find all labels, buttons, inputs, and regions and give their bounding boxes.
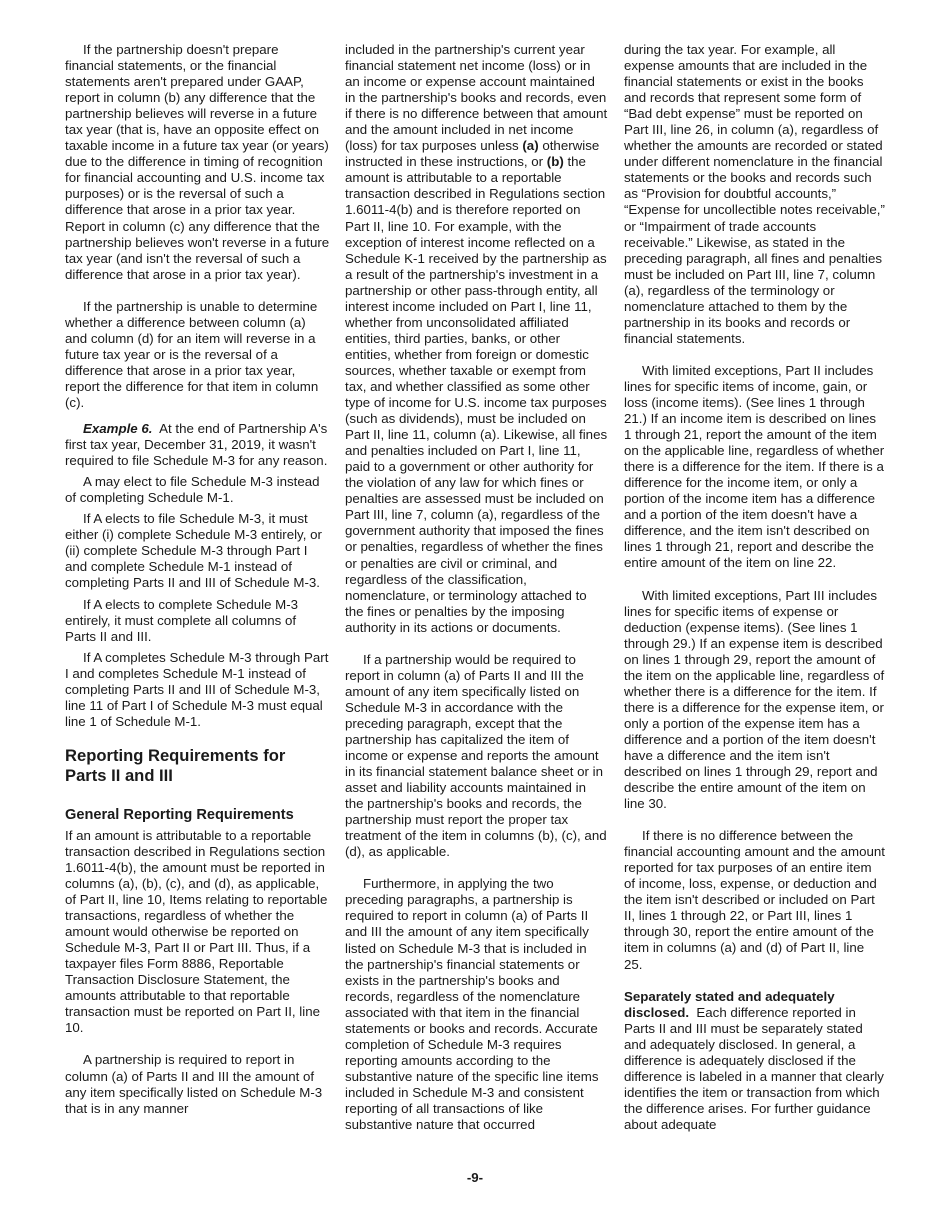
paragraph-complete-entirely: If A elects to complete Schedule M-3 entirely, it must complete all columns of Parts II and III.: [65, 596, 299, 644]
column-right: [624, 42, 886, 1133]
bold-lead-in: Separately stated and adequately disclosed.: [624, 988, 835, 1020]
paragraph-line-11-equal: If A completes Schedule M-3 through Part I and completes Schedule M-1 instead of completing Parts II and III of Schedule M-3, line 11 of Part I of Schedule M-3 must equal line 1 of Schedule M-1.: [65, 649, 329, 729]
section-heading: Reporting Requirements for Parts II and III: [65, 745, 286, 785]
paragraph-part-ii-income: With limited exceptions, Part II includes lines for specific items of income, gain, or loss (income items). (See lines 1 through 21.) If an income item is described on lines 1 through 21, report the amount of the item on the applicable line, regardless of whether there is a difference for the item. If there is a difference for the income item, or only a portion of the income item has a difference and a portion of the item doesn't have a difference, and the item isn't described on lines 1 through 21, report and describe the entire amount of the item on line 22.: [624, 362, 885, 571]
paragraph-separately-stated: [624, 989, 886, 1133]
column-middle: [345, 42, 608, 1133]
paragraph-capitalized-item: If a partnership would be required to report in column (a) of Parts II and III the amount of any item specifically listed on Schedule M-3 in accordance with the preceding paragraph, except that the partnership has capitalized the item of income or expense and reports the amount in its financial statement balance sheet or in asset and liability accounts maintained in the partnership's books and records, the partnership must report the proper tax treatment of the item in columns (b), (c), and (d), as applicable.: [345, 651, 607, 860]
paragraph-furthermore: Furthermore, in applying the two preceding paragraphs, a partnership is required to report in column (a) of Parts II and III the amount of any item specifically listed on Schedule M-3 that is included in the partnership's financial statements or exists in the partnership's books and records, regardless of the nomenclature associated with that item in the financial statements or books and records. Accurate completion of Schedule M-3 requires reporting amounts according to the substantive nature of the specific line items included in Schedule M-3 and consistent reporting of all transactions of like substantive nature that occurred: [345, 876, 599, 1133]
paragraph-no-difference: If there is no difference between the financial accounting amount and the amount reported for tax purposes of an entire item of income, loss, expense, or deduction and the item isn't described or included on Part II, lines 1 through 22, or Part III, lines 1 through 30, report the entire amount of the item in columns (a) and (d) of Part II, line 25.: [624, 828, 885, 972]
paragraph-unable-to-determine: If the partnership is unable to determine whether a difference between column (a) and column (d) for an item will reverse in a future tax year or is the reversal of a difference that arose in a prior tax year, report the difference for that item in column (c).: [65, 298, 319, 410]
paragraph-part-iii-expense: With limited exceptions, Part III includes lines for specific items of expense or deduction (expense items). (See lines 1 through 29.) If an expense item is described on lines 1 through 29, report the amount of the item on the applicable line, regardless of whether there is a difference for the item. If there is a difference for the expense item, or only a portion of the expense item has a difference and a portion of the item doesn't have a difference and the item isn't described on lines 1 through 29, report and describe the entire amount of the item on line 30.: [624, 587, 885, 812]
sub-heading: General Reporting Requirements: [65, 806, 294, 823]
text-run: included in the partnership's current year financial statement net income (loss) or in an income or expense account maintained in the partnership's books and records, even if there is no difference between that amount and the amount included in net income (loss) for tax purposes unless: [345, 42, 608, 154]
example-label: Example 6.: [83, 421, 153, 437]
text-run: Each difference reported in Parts II and III must be separately stated and adequately disclosed. In general, a difference is adequately disclosed if the difference is labeled in a manner that clearly identifies the item or transaction from which the difference arises. For further guidance about adequate: [624, 1004, 884, 1132]
bold-marker-a: (a): [522, 138, 539, 154]
paragraph-may-elect: A may elect to file Schedule M-3 instead of completing Schedule M-1.: [65, 474, 320, 506]
bold-marker-b: (b): [546, 154, 564, 170]
paragraph-included-net-income: [345, 42, 608, 636]
paragraph-bad-debt: during the tax year. For example, all expense amounts that are included in the financial statements or exist in the books and records that represent some form of “Bad debt expense” must be reported on Part III, line 26, in column (a), regardless of whether the amounts are recorded or stated under different nomenclature in the financial statements or the books and records such as “Provision for doubtful accounts,” “Expense for uncollectible notes receivable,” or “Impairment of trade accounts receivable.” Likewise, as stated in the preceding paragraph, all fines and penalties must be included on Part III, line 7, column (a), regardless of the terminology or nomenclature attached to them by the partnership in its books and records or financial statements.: [624, 42, 885, 346]
example-text: At the end of Partnership A's first tax year, December 31, 2019, it wasn't required to file Schedule M-3 for any reason.: [65, 421, 328, 469]
paragraph-column-a-required: A partnership is required to report in column (a) of Parts II and III the amount of any item specifically listed on Schedule M-3 that is in any manner: [65, 1052, 323, 1116]
paragraph-example-6: [65, 421, 330, 469]
paragraph-elects-file: If A elects to file Schedule M-3, it must either (i) complete Schedule M-3 entirely, or (ii) complete Schedule M-3 through Part I and complete Schedule M-1 instead of completing Parts II and III of Schedule M-3.: [65, 511, 322, 591]
column-left: [65, 42, 330, 1117]
page-number: -9-: [466, 1170, 484, 1185]
paragraph-reportable-transaction: If an amount is attributable to a reportable transaction described in Regulations section 1.6011-4(b), the amount must be reported in columns (a), (b), (c), and (d), as applicable, of Part II, line 10, Items relating to reportable transactions, regardless of whether the amount would otherwise be reported on Schedule M-3, Part II or Part III. Thus, if a taxpayer files Form 8886, Reportable Transaction Disclosure Statement, the amounts attributable to that reportable transaction must be reported on Part II, line 10.: [65, 827, 328, 1036]
text-run: otherwise instructed in these instructions, or: [345, 138, 600, 170]
paragraph-gaap-difference: If the partnership doesn't prepare financial statements, or the financial statements aren't prepared under GAAP, report in column (b) any difference that the partnership believes will reverse in a future tax year (that is, have an opposite effect on taxable income in a future tax year (or years) due to the difference in timing of recognition for financial accounting and U.S. income tax purposes) or is the reversal of such a difference that arose in a prior tax year. Report in column (c) any difference that the partnership believes won't reverse in a future tax year (and isn't the reversal of such a difference that arose in a prior tax year).: [65, 42, 330, 282]
text-run: the amount is attributable to a reportable transaction described in Regulations section 1.6011-4(b) and is therefore reported on Part II, line 10. For example, with the exception of interest income reflected on a Schedule K-1 received by the partnership as a result of the partnership's investment in a partnership or other pass-through entity, all interest income included on Part I, line 11, whether from unconsolidated affiliated entities, third parties, banks, or other entities, whether from foreign or domestic sources, whether taxable or exempt from tax, and whether classified as some other type of income for U.S. income tax purposes (such as dividends), must be included on Part II, line 11, column (a). Likewise, all fines and penalties included on Part I, line 11, paid to a government or other authority for the violation of any law for which fines or penalties are assessed must be included on Part III, line 7, column (a), regardless of the government authority that imposed the fines or penalties, regardless of whether the fines or penalties are civil or criminal, and regardless of the classification, nomenclature, or terminology attached to the fines or penalties by the imposing authority in its actions or documents.: [345, 154, 608, 635]
